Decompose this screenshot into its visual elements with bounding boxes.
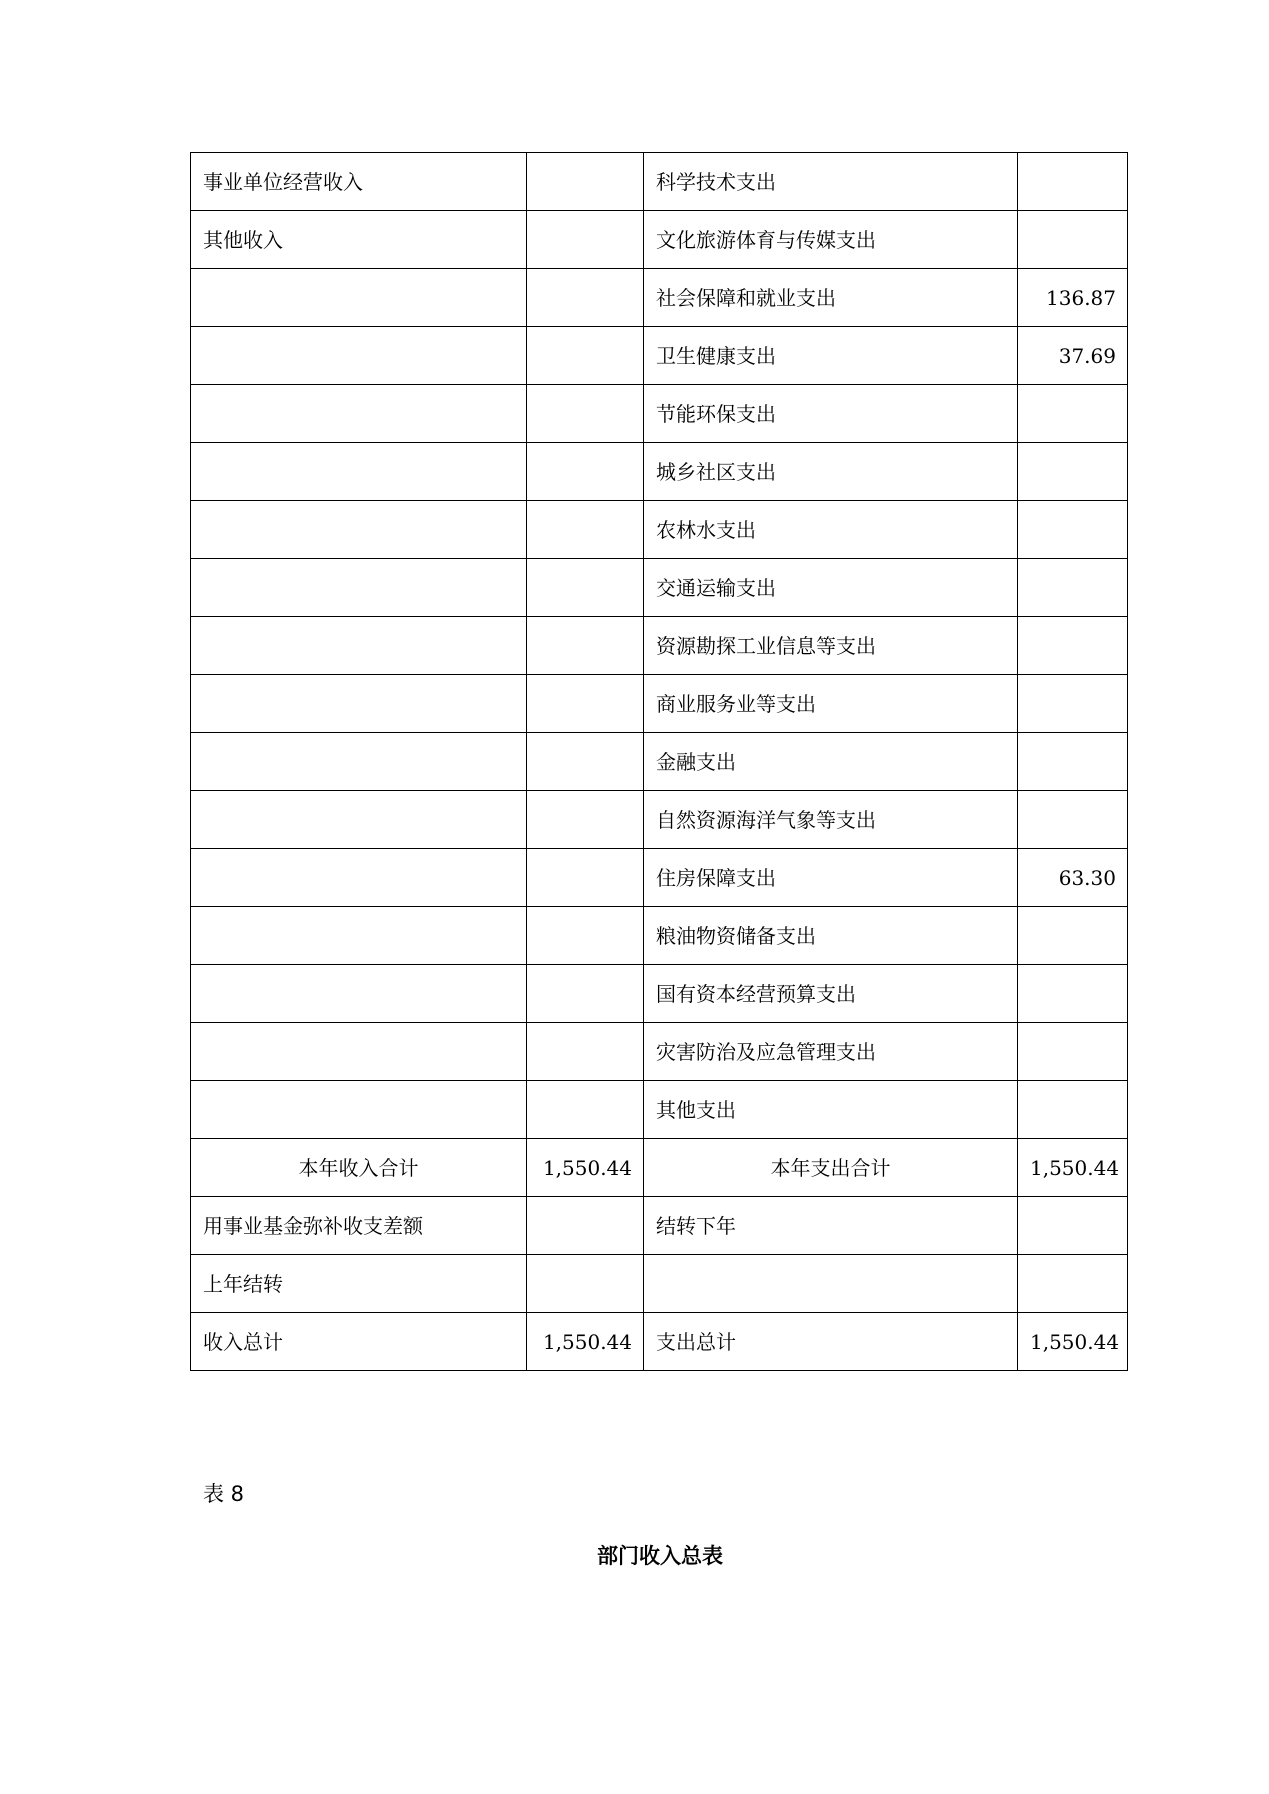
table-row xyxy=(191,1313,1128,1371)
table-row xyxy=(191,907,1128,965)
income-item-cell: 上年结转 xyxy=(191,1255,527,1313)
income-amount-cell xyxy=(527,327,644,385)
budget-summary-table xyxy=(190,152,1128,1371)
expense-item-cell: 商业服务业等支出 xyxy=(644,675,1018,733)
table-row xyxy=(191,965,1128,1023)
table-row xyxy=(191,675,1128,733)
income-amount-cell xyxy=(527,907,644,965)
income-amount-cell xyxy=(527,1081,644,1139)
expense-item-cell: 节能环保支出 xyxy=(644,385,1018,443)
income-item-cell xyxy=(191,559,527,617)
expense-item-cell: 卫生健康支出 xyxy=(644,327,1018,385)
expense-item-cell: 本年支出合计 xyxy=(644,1139,1018,1197)
table-number-label: 表 8 xyxy=(203,1482,245,1506)
table-row xyxy=(191,1081,1128,1139)
income-amount-cell xyxy=(527,443,644,501)
expense-item-cell: 科学技术支出 xyxy=(644,153,1018,211)
table-row xyxy=(191,849,1128,907)
expense-item-cell: 粮油物资储备支出 xyxy=(644,907,1018,965)
expense-item-cell: 支出总计 xyxy=(644,1313,1018,1371)
expense-amount-cell xyxy=(1018,791,1128,849)
expense-item-cell: 其他支出 xyxy=(644,1081,1018,1139)
income-amount-cell xyxy=(527,1197,644,1255)
table-row xyxy=(191,153,1128,211)
expense-amount-cell: 63.30 xyxy=(1018,849,1128,907)
income-amount-cell xyxy=(527,559,644,617)
income-amount-cell xyxy=(527,733,644,791)
table-row xyxy=(191,269,1128,327)
income-amount-cell xyxy=(527,791,644,849)
table-row xyxy=(191,327,1128,385)
expense-amount-cell: 136.87 xyxy=(1018,269,1128,327)
expense-amount-cell xyxy=(1018,907,1128,965)
table-row xyxy=(191,1197,1128,1255)
table-row xyxy=(191,385,1128,443)
income-item-cell xyxy=(191,385,527,443)
table-row xyxy=(191,1023,1128,1081)
income-item-cell xyxy=(191,1023,527,1081)
expense-item-cell xyxy=(644,1255,1018,1313)
income-amount-cell xyxy=(527,849,644,907)
income-item-cell: 本年收入合计 xyxy=(191,1139,527,1197)
expense-amount-cell xyxy=(1018,559,1128,617)
next-table-title: 部门收入总表 xyxy=(597,1544,723,1568)
income-item-cell: 收入总计 xyxy=(191,1313,527,1371)
expense-amount-cell xyxy=(1018,675,1128,733)
table-row xyxy=(191,617,1128,675)
table-row xyxy=(191,1255,1128,1313)
budget-table-body xyxy=(191,153,1128,1371)
table-row xyxy=(191,1139,1128,1197)
expense-amount-cell xyxy=(1018,733,1128,791)
expense-item-cell: 自然资源海洋气象等支出 xyxy=(644,791,1018,849)
income-item-cell xyxy=(191,675,527,733)
income-amount-cell xyxy=(527,1255,644,1313)
income-item-cell xyxy=(191,1081,527,1139)
income-amount-cell xyxy=(527,211,644,269)
expense-item-cell: 金融支出 xyxy=(644,733,1018,791)
expense-item-cell: 资源勘探工业信息等支出 xyxy=(644,617,1018,675)
income-amount-cell xyxy=(527,617,644,675)
expense-amount-cell: 1,550.44 xyxy=(1018,1313,1128,1371)
income-amount-cell: 1,550.44 xyxy=(527,1139,644,1197)
expense-amount-cell: 1,550.44 xyxy=(1018,1139,1128,1197)
income-item-cell xyxy=(191,501,527,559)
table-row xyxy=(191,791,1128,849)
income-item-cell: 其他收入 xyxy=(191,211,527,269)
income-amount-cell: 1,550.44 xyxy=(527,1313,644,1371)
income-amount-cell xyxy=(527,501,644,559)
income-amount-cell xyxy=(527,675,644,733)
expense-item-cell: 住房保障支出 xyxy=(644,849,1018,907)
income-item-cell xyxy=(191,907,527,965)
income-amount-cell xyxy=(527,1023,644,1081)
expense-amount-cell xyxy=(1018,153,1128,211)
expense-item-cell: 文化旅游体育与传媒支出 xyxy=(644,211,1018,269)
expense-item-cell: 农林水支出 xyxy=(644,501,1018,559)
expense-amount-cell xyxy=(1018,1023,1128,1081)
expense-amount-cell xyxy=(1018,385,1128,443)
income-item-cell xyxy=(191,849,527,907)
table-row xyxy=(191,211,1128,269)
income-item-cell xyxy=(191,327,527,385)
expense-item-cell: 结转下年 xyxy=(644,1197,1018,1255)
table-row xyxy=(191,733,1128,791)
income-item-cell: 用事业基金弥补收支差额 xyxy=(191,1197,527,1255)
expense-item-cell: 国有资本经营预算支出 xyxy=(644,965,1018,1023)
income-item-cell xyxy=(191,733,527,791)
expense-amount-cell xyxy=(1018,617,1128,675)
income-item-cell xyxy=(191,443,527,501)
expense-amount-cell xyxy=(1018,1081,1128,1139)
expense-item-cell: 城乡社区支出 xyxy=(644,443,1018,501)
income-item-cell xyxy=(191,617,527,675)
expense-amount-cell xyxy=(1018,211,1128,269)
expense-amount-cell xyxy=(1018,501,1128,559)
income-item-cell xyxy=(191,965,527,1023)
expense-amount-cell xyxy=(1018,1197,1128,1255)
income-amount-cell xyxy=(527,385,644,443)
expense-amount-cell: 37.69 xyxy=(1018,327,1128,385)
income-item-cell xyxy=(191,269,527,327)
table-row xyxy=(191,559,1128,617)
income-item-cell xyxy=(191,791,527,849)
table-row xyxy=(191,501,1128,559)
expense-amount-cell xyxy=(1018,965,1128,1023)
income-amount-cell xyxy=(527,269,644,327)
income-amount-cell xyxy=(527,965,644,1023)
expense-item-cell: 交通运输支出 xyxy=(644,559,1018,617)
income-item-cell: 事业单位经营收入 xyxy=(191,153,527,211)
expense-item-cell: 灾害防治及应急管理支出 xyxy=(644,1023,1018,1081)
expense-amount-cell xyxy=(1018,443,1128,501)
table-row xyxy=(191,443,1128,501)
expense-amount-cell xyxy=(1018,1255,1128,1313)
expense-item-cell: 社会保障和就业支出 xyxy=(644,269,1018,327)
income-amount-cell xyxy=(527,153,644,211)
